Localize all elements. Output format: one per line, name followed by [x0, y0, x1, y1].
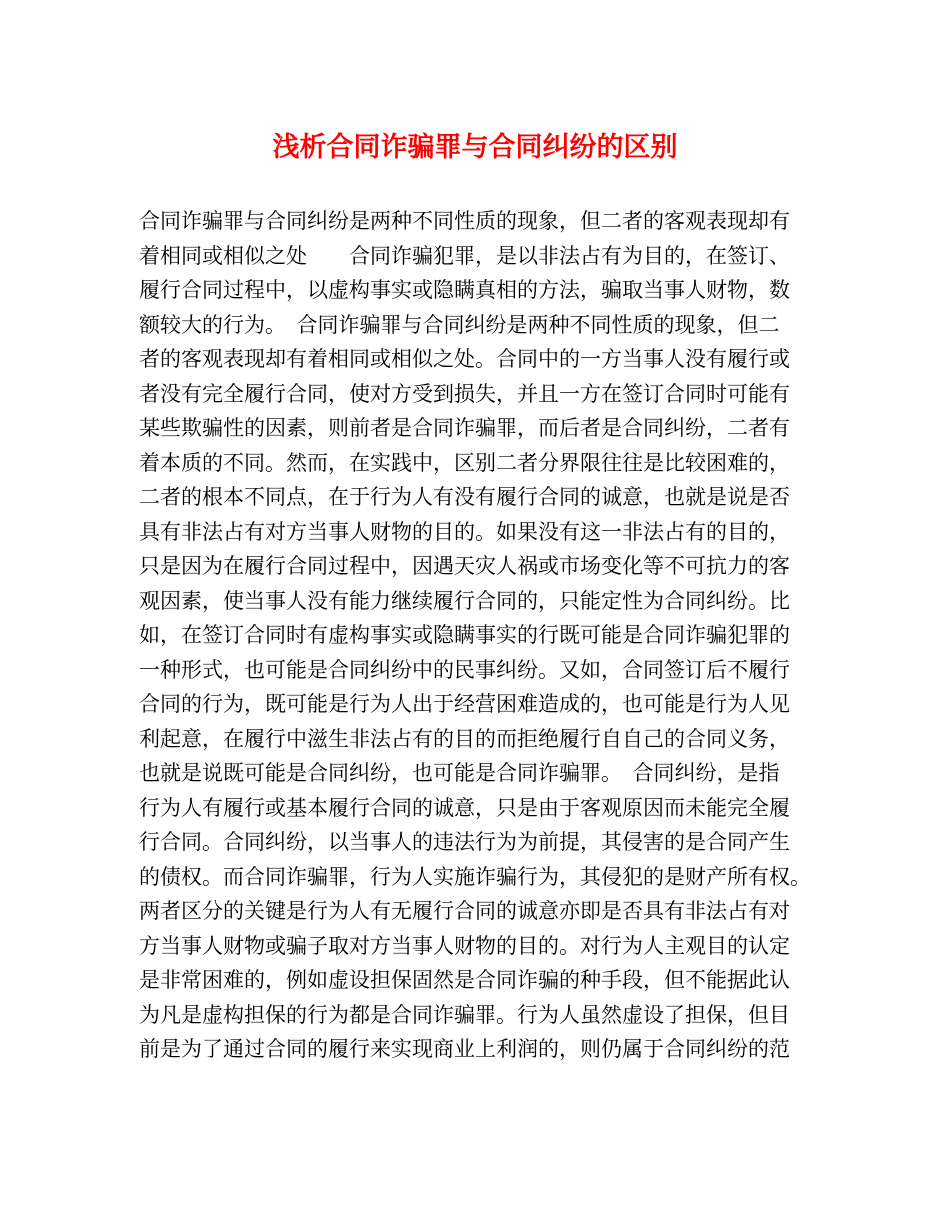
body-line: 前是为了通过合同的履行来实现商业上利润的，则仍属于合同纠纷的范 — [139, 1037, 790, 1061]
body-line: 是非常困难的，例如虚设担保固然是合同诈骗的种手段，但不能据此认 — [139, 968, 790, 992]
body-line: 也就是说既可能是合同纠纷，也可能是合同诈骗罪。 合同纠纷，是指 — [139, 761, 780, 785]
body-line: 利起意，在履行中滋生非法占有的目的而拒绝履行自自己的合同义务， — [139, 726, 790, 751]
document-body — [139, 204, 829, 1067]
body-line: 二者的根本不同点，在于行为人有没有履行合同的诚意，也就是说是否 — [139, 485, 790, 509]
body-line: 着相同或相似之处 合同诈骗犯罪，是以非法占有为目的，在签订、 — [139, 243, 790, 268]
body-line: 只是因为在履行合同过程中，因遇天灾人祸或市场变化等不可抗力的客 — [139, 554, 790, 578]
body-line: 方当事人财物或骗子取对方当事人财物的目的。对行为人主观目的认定 — [139, 933, 790, 958]
body-line: 具有非法占有对方当事人财物的目的。如果没有这一非法占有的目的， — [139, 519, 790, 544]
body-line: 行为人有履行或基本履行合同的诚意，只是由于客观原因而未能完全履 — [139, 795, 790, 820]
body-line: 额较大的行为。 合同诈骗罪与合同纠纷是两种不同性质的现象，但二 — [139, 312, 780, 337]
document-title: 浅析合同诈骗罪与合同纠纷的区别 — [272, 132, 678, 163]
body-line: 行合同。合同纠纷，以当事人的违法行为为前提，其侵害的是合同产生 — [139, 830, 790, 854]
body-line: 合同的行为，既可能是行为人出于经营困难造成的，也可能是行为人见 — [139, 692, 790, 716]
body-line: 的债权。而合同诈骗罪，行为人实施诈骗行为，其侵犯的是财产所有权。 — [139, 864, 811, 889]
body-line: 者的客观表现却有着相同或相似之处。合同中的一方当事人没有履行或 — [139, 347, 790, 371]
body-line: 两者区分的关键是行为人有无履行合同的诚意亦即是否具有非法占有对 — [139, 899, 790, 923]
body-line: 履行合同过程中，以虚构事实或隐瞒真相的方法，骗取当事人财物，数 — [139, 278, 790, 302]
body-line: 着本质的不同。然而，在实践中，区别二者分界限往往是比较困难的， — [139, 450, 790, 475]
body-line: 合同诈骗罪与合同纠纷是两种不同性质的现象，但二者的客观表现却有 — [139, 209, 790, 233]
body-line: 一种形式，也可能是合同纠纷中的民事纠纷。又如，合同签订后不履行 — [139, 657, 790, 682]
body-line: 观因素，使当事人没有能力继续履行合同的，只能定性为合同纠纷。比 — [139, 588, 790, 613]
body-line: 某些欺骗性的因素，则前者是合同诈骗罪，而后者是合同纠纷，二者有 — [139, 416, 790, 440]
body-line: 者没有完全履行合同，使对方受到损失，并且一方在签订合同时可能有 — [139, 381, 790, 406]
body-line: 为凡是虚构担保的行为都是合同诈骗罪。行为人虽然虚设了担保，但目 — [139, 1002, 790, 1027]
body-line: 如，在签订合同时有虚构事实或隐瞒事实的行既可能是合同诈骗犯罪的 — [139, 623, 790, 647]
